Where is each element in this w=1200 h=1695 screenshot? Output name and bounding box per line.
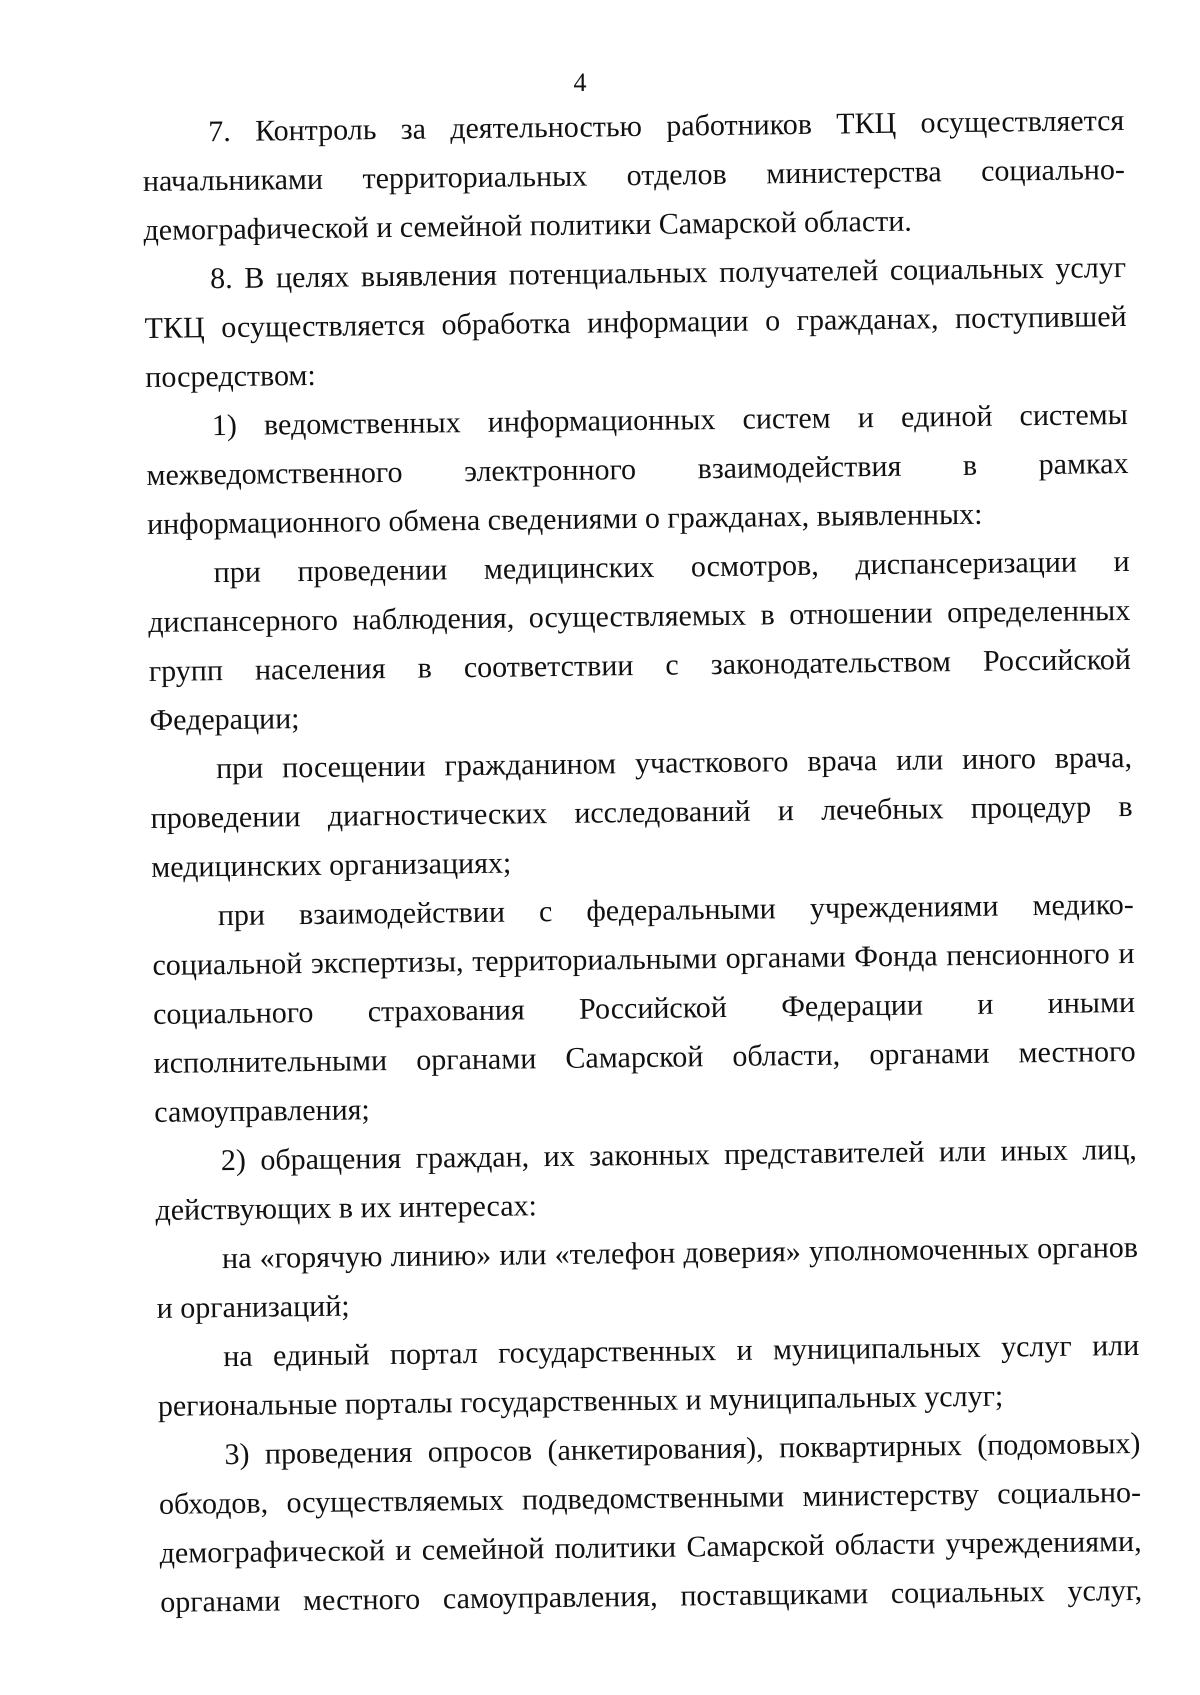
subitem-3-surveys: 3) проведения опросов (анкетирования), поквартирных (подомовых) обходов, осуществляемых подведомственными министерству социально-демографической и семейной политики Самарской области учреждениями, органами местного самоуправления, поставщиками социальных услуг, [158,1426,1143,1619]
page-number: 4 [573,68,587,97]
clause-public-services-portal: на единый портал государственных и муниципальных услуг или региональные порталы государственных и муниципальных услуг; [157,1328,1140,1423]
clause-hotline: на «горячую линию» или «телефон доверия» уполномоченных органов и организаций; [156,1230,1139,1325]
document-body [142,96,1142,1627]
clause-medical-examinations: при проведении медицинских осмотров, диспансеризации и диспансерного наблюдения, осуществляемых в отношении определенных групп населения в соответствии с законодательством Российской Федерации; [148,544,1132,737]
clause-doctor-visits: при посещении гражданином участкового врача или иного врача, проведении диагностических исследований и лечебных процедур в медицинских организациях; [150,740,1133,884]
subitem-1-information-systems: 1) ведомственных информационных систем и единой системы межведомственного электронного взаимодействия в рамках информационного обмена сведениями о гражданах, выявленных: [146,397,1129,541]
subitem-2-citizen-appeals: 2) обращения граждан, их законных представителей или иных лиц, действующих в их интересах: [155,1132,1137,1227]
paragraph-item-7: 7. Контроль за деятельностью работников ТКЦ осуществляется начальниками территориальных отделов министерства социально-демографической и семейной политики Самарской области. [142,104,1126,247]
clause-federal-cooperation: при взаимодействии с федеральными учреждениями медико-социальной экспертизы, территориальными органами Фонда пенсионного и социального страхования Российской Федерации и иными исполнительными органами Самарской области, органами местного самоуправления; [152,887,1136,1129]
paragraph-item-8: 8. В целях выявления потенциальных получателей социальных услуг ТКЦ осуществляется обработка информации о гражданах, поступившей посредством: [144,250,1127,394]
